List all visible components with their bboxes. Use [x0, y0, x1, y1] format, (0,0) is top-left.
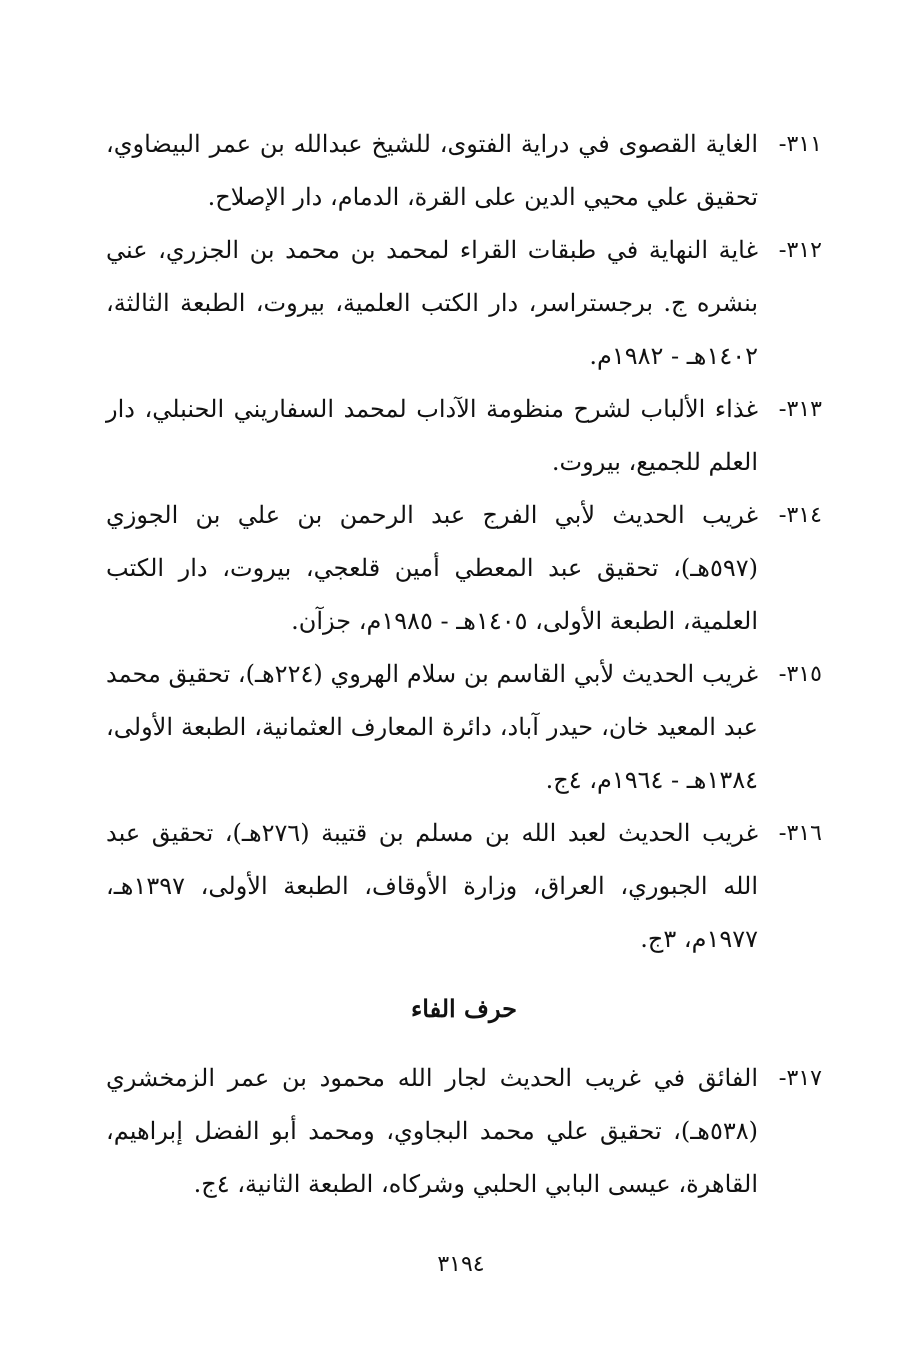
bibliography-entry — [106, 224, 822, 383]
entry-text: غريب الحديث لأبي الفرج عبد الرحمن بن علي بن الجوزي (٥٩٧هـ)، تحقيق عبد المعطي أمين قلعجي، بيروت، دار الكتب العلمية، الطبعة الأولى، ١٤٠٥هـ - ١٩٨٥م، جزآن. — [106, 501, 758, 635]
bibliography-entry — [106, 383, 822, 489]
entry-number: ٣١١- — [778, 132, 822, 157]
entry-number: ٣١٦- — [778, 821, 822, 846]
entry-text: غاية النهاية في طبقات القراء لمحمد بن محمد بن الجزري، عني بنشره ج. برجستراسر، دار الكتب العلمية، بيروت، الطبعة الثالثة، ١٤٠٢هـ - ١٩٨٢م. — [106, 236, 758, 370]
entry-number: ٣١٢- — [778, 238, 822, 263]
entry-number: ٣١٧- — [778, 1066, 822, 1091]
bibliography-entry — [106, 648, 822, 807]
entry-number: ٣١٣- — [778, 397, 822, 422]
bibliography-entry — [106, 1052, 822, 1211]
bibliography-entry — [106, 489, 822, 648]
bibliography-list — [106, 118, 822, 1211]
section-heading: حرف الفاء — [410, 994, 518, 1023]
entry-text: غريب الحديث لعبد الله بن مسلم بن قتيبة (٢٧٦هـ)، تحقيق عبد الله الجبوري، العراق، وزارة الأوقاف، الطبعة الأولى، ١٣٩٧هـ، ١٩٧٧م، ٣ج. — [106, 819, 758, 953]
entry-text: الفائق في غريب الحديث لجار الله محمود بن عمر الزمخشري (٥٣٨هـ)، تحقيق علي محمد البجاوي، ومحمد أبو الفضل إبراهيم، القاهرة، عيسى البابي الحلبي وشركاه، الطبعة الثانية، ٤ج. — [106, 1064, 758, 1198]
entry-number: ٣١٥- — [778, 662, 822, 687]
entry-text: غذاء الألباب لشرح منظومة الآداب لمحمد السفاريني الحنبلي، دار العلم للجميع، بيروت. — [106, 395, 758, 476]
entry-text: الغاية القصوى في دراية الفتوى، للشيخ عبدالله بن عمر البيضاوي، تحقيق علي محيي الدين على القرة، الدمام، دار الإصلاح. — [106, 130, 758, 211]
bibliography-entry — [106, 118, 822, 224]
bibliography-entry — [106, 807, 822, 966]
entry-number: ٣١٤- — [778, 503, 822, 528]
page-number: ٣١٩٤ — [437, 1252, 485, 1277]
entry-text: غريب الحديث لأبي القاسم بن سلام الهروي (٢٢٤هـ)، تحقيق محمد عبد المعيد خان، حيدر آباد، دائرة المعارف العثمانية، الطبعة الأولى، ١٣٨٤هـ - ١٩٦٤م، ٤ج. — [106, 660, 759, 794]
